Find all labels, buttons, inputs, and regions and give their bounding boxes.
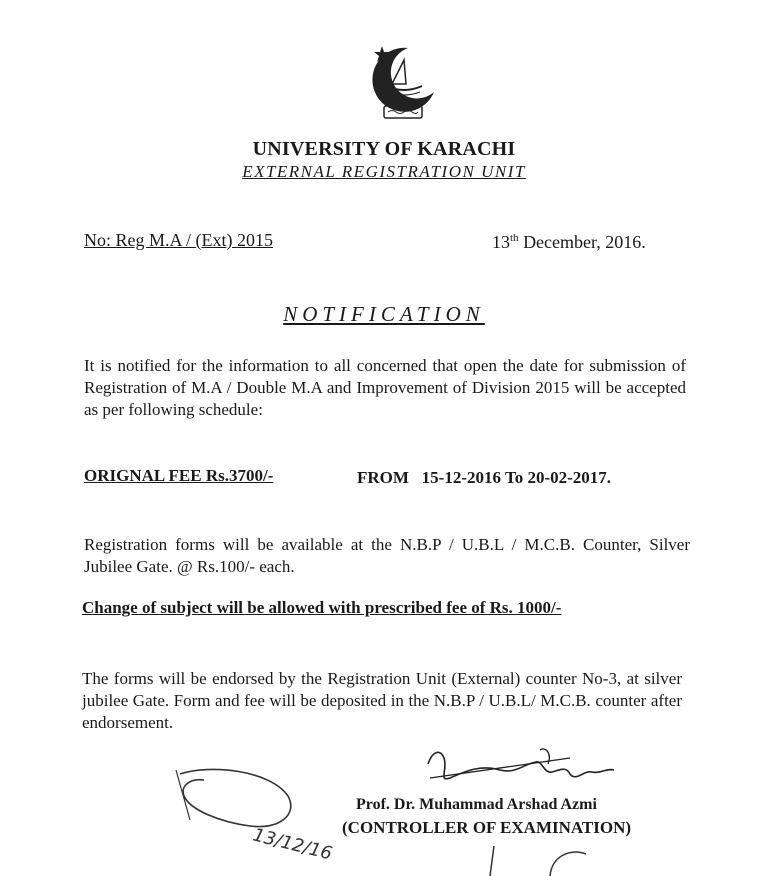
fee-date-range: FROM 15-12-2016 To 20-02-2017. [357,468,612,487]
signatory-title: (CONTROLLER OF EXAMINATION) [342,818,632,837]
fee-label: ORIGNAL FEE Rs.3700/- [84,466,274,485]
signature-scribble [420,744,620,796]
change-subject-notice: Change of subject will be allowed with prescribed fee of Rs. 1000/- [82,598,562,617]
endorsement-paragraph: The forms will be endorsed by the Registration Unit (External) counter No-3, at silver jubilee Gate. Form and fee will be deposited in the N.B.P / U.B.L/ M.C.B. counter after endorsement. [82,669,682,732]
stamp-partial [470,836,610,876]
unit-name: EXTERNAL REGISTRATION UNIT [242,162,526,181]
university-crest-icon [368,40,440,124]
reference-number: No: Reg M.A / (Ext) 2015 [84,230,273,250]
date-rest: December, 2016. [518,232,646,252]
notice-date [492,232,646,253]
signatory-name: Prof. Dr. Muhammad Arshad Azmi [356,796,597,813]
forms-paragraph: Registration forms will be available at the N.B.P / U.B.L / M.C.B. Counter, Silver Jubilee Gate. @ Rs.100/- each. [84,535,690,576]
notification-title: NOTIFICATION [283,302,485,326]
university-name: UNIVERSITY OF KARACHI [252,138,516,160]
handwritten-date: 13/12/16 [250,824,335,865]
date-day: 13 [492,232,510,252]
intro-paragraph: It is notified for the information to all concerned that open the date for submission of Registration of M.A / Double M.A and Improvement of Division 2015 will be accepted as per following schedule: [84,356,686,419]
initials-scribble [170,760,300,870]
date-suffix: th [510,232,519,244]
